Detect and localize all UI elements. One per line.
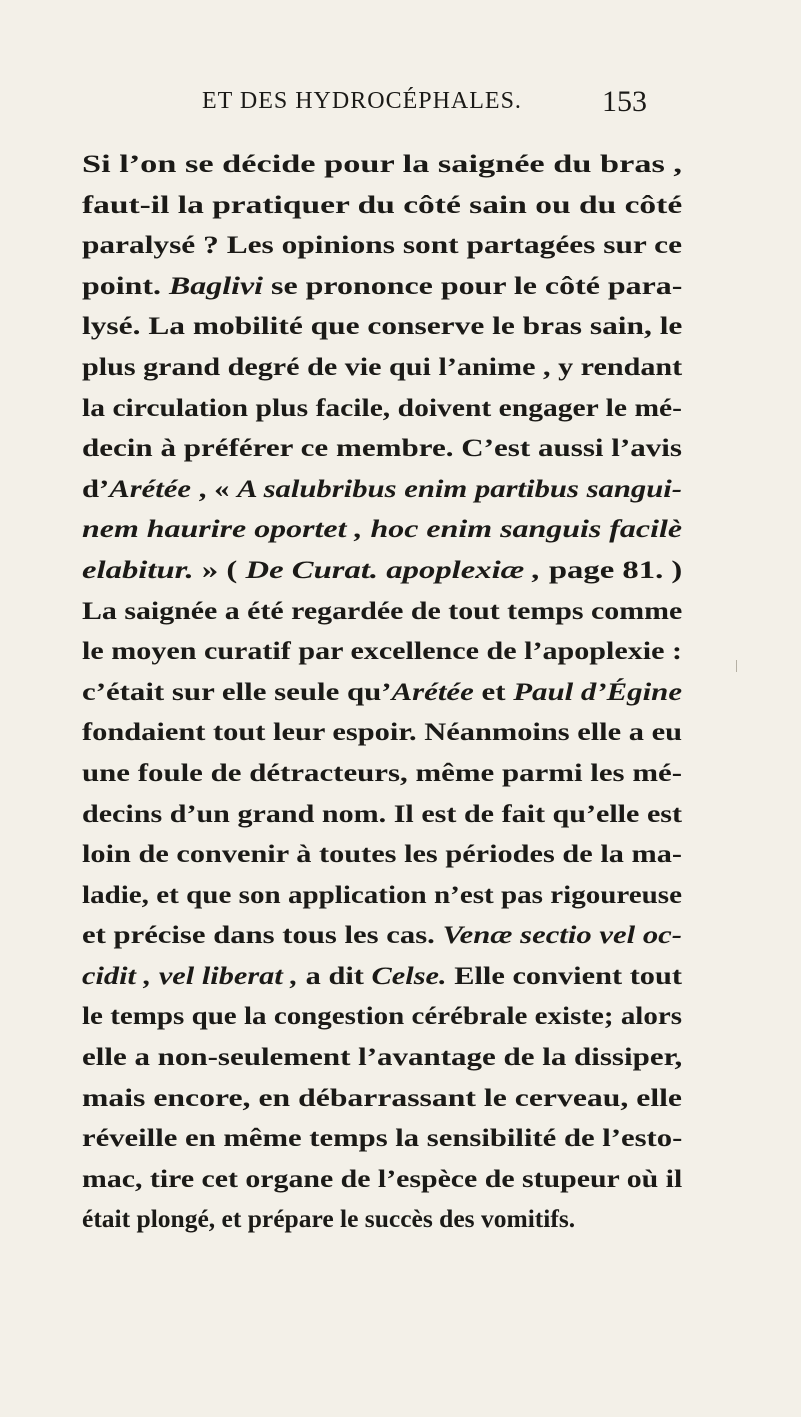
text-segment: , « bbox=[191, 473, 238, 503]
text-segment: et bbox=[473, 676, 514, 706]
text-line bbox=[82, 185, 682, 226]
text-segment: elle a non-seulement l’avantage de la dissiper, bbox=[82, 1042, 683, 1072]
text-line bbox=[82, 225, 682, 266]
page-number: 153 bbox=[602, 85, 647, 118]
text-line bbox=[82, 428, 682, 469]
text-segment: réveille en même temps la sensibilité de l’esto- bbox=[82, 1123, 683, 1153]
text-line bbox=[82, 875, 682, 916]
italic-segment: Arétée bbox=[391, 676, 474, 706]
text-segment: c’était sur elle seule qu’ bbox=[82, 676, 392, 706]
italic-segment: cidit , vel liberat , bbox=[82, 960, 299, 990]
text-segment: la circulation plus facile, doivent engager le mé- bbox=[82, 392, 682, 422]
text-segment: mac, tire cet organe de l’espèce de stupeur où il bbox=[82, 1163, 683, 1193]
text-line bbox=[82, 266, 682, 307]
italic-segment: Arétée bbox=[109, 473, 192, 503]
text-segment: était plongé, et prépare le succès des vomitifs. bbox=[82, 1204, 576, 1234]
body-text bbox=[82, 144, 682, 1240]
text-line bbox=[82, 591, 682, 632]
text-segment: decin à préférer ce membre. C’est aussi l’avis bbox=[82, 433, 682, 463]
text-segment: le moyen curatif par excellence de l’apoplexie : bbox=[82, 636, 682, 666]
text-segment: une foule de détracteurs, même parmi les mé- bbox=[82, 757, 682, 787]
text-segment: a dit bbox=[298, 960, 372, 990]
text-segment: d’ bbox=[82, 473, 110, 503]
text-segment: page 81. ) bbox=[540, 554, 683, 584]
text-line bbox=[82, 794, 682, 835]
italic-segment: A salubribus enim partibus sangui- bbox=[237, 473, 683, 503]
text-line bbox=[82, 996, 682, 1037]
text-line bbox=[82, 1159, 682, 1200]
italic-segment: De Curat. apoplexiæ , bbox=[245, 554, 541, 584]
text-segment: le temps que la congestion cérébrale existe; alors bbox=[82, 1001, 682, 1031]
text-line bbox=[82, 144, 682, 185]
text-segment: decins d’un grand nom. Il est de fait qu’elle est bbox=[82, 798, 682, 828]
text-segment: et précise dans tous les cas. bbox=[82, 920, 443, 950]
italic-segment: Celse. bbox=[371, 960, 447, 990]
text-segment: lysé. La mobilité que conserve le bras sain, le bbox=[82, 311, 683, 341]
text-segment: Si l’on se décide pour la saignée du bras , bbox=[82, 149, 682, 178]
italic-segment: Baglivi bbox=[168, 270, 264, 300]
text-segment: point. bbox=[82, 270, 169, 300]
text-line bbox=[82, 388, 682, 429]
paper-blemish bbox=[736, 660, 737, 672]
text-segment: fondaient tout leur espoir. Néanmoins elle a eu bbox=[82, 717, 682, 747]
text-line bbox=[82, 1037, 682, 1078]
text-line bbox=[82, 834, 682, 875]
text-line bbox=[82, 672, 682, 713]
text-line bbox=[82, 1078, 682, 1119]
text-segment: ladie, et que son application n’est pas rigoureuse bbox=[82, 879, 682, 909]
text-line bbox=[82, 631, 682, 672]
text-segment: se prononce pour le côté para- bbox=[263, 270, 683, 300]
running-title: ET DES HYDROCÉPHALES. bbox=[202, 88, 522, 114]
text-line bbox=[82, 753, 682, 794]
text-segment: paralysé ? Les opinions sont partagées sur ce bbox=[82, 230, 682, 260]
text-line bbox=[82, 550, 682, 591]
text-segment: » ( bbox=[193, 554, 246, 584]
text-line bbox=[82, 306, 682, 347]
text-line bbox=[82, 712, 682, 753]
text-line bbox=[82, 1118, 682, 1159]
text-line bbox=[82, 915, 682, 956]
text-segment: loin de convenir à toutes les périodes de la ma- bbox=[82, 839, 682, 869]
text-segment: La saignée a été regardée de tout temps comme bbox=[82, 595, 683, 625]
text-line bbox=[82, 469, 682, 510]
text-segment: plus grand degré de vie qui l’anime , y rendant bbox=[82, 351, 683, 381]
text-line bbox=[82, 509, 682, 550]
text-line bbox=[82, 347, 682, 388]
text-segment: mais encore, en débarrassant le cerveau, elle bbox=[82, 1082, 682, 1112]
italic-segment: Venæ sectio vel oc- bbox=[442, 920, 682, 950]
italic-segment: elabitur. bbox=[82, 554, 194, 584]
italic-segment: Paul d’Égine bbox=[513, 676, 683, 706]
text-segment: faut-il la pratiquer du côté sain ou du côté bbox=[82, 189, 683, 219]
text-line bbox=[82, 956, 682, 997]
italic-segment: nem haurire oportet , hoc enim sanguis facilè bbox=[82, 514, 682, 544]
text-segment: Elle convient tout bbox=[446, 960, 682, 990]
running-head bbox=[0, 85, 801, 128]
text-line bbox=[82, 1199, 682, 1240]
